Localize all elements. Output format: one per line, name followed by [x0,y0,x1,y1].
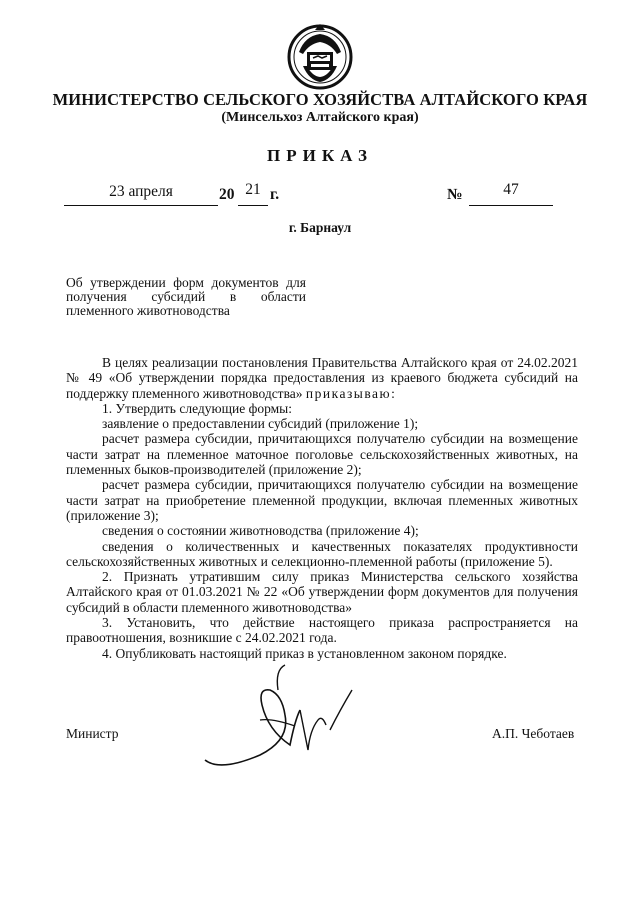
form-2: расчет размера субсидии, причитающихся получателю субсидии на возмещение части затрат на племенное маточное поголовье сельскохозяйственных животных, на племенных быков-производителей (приложение 2); [66,431,578,478]
item-4: 4. Опубликовать настоящий приказ в установленном законом порядке. [102,645,507,661]
coat-of-arms-icon [285,22,355,92]
year-unit: г. [270,186,280,203]
intro-text: В целях реализации постановления Правительства Алтайского края от 24.02.2021 № 49 «Об утверждении порядка предоставления из краевого бюджета субсидий на поддержку племенного животноводства» [66,355,578,401]
year-suffix: 21 [245,181,261,198]
form-5: сведения о количественных и качественных показателях продуктивности сельскохозяйственных животных и селекционно-племенной работы (приложение 5). [66,538,578,569]
signatory-position: Министр [66,726,119,741]
ministry-name: МИНИСТЕРСТВО СЕЛЬСКОГО ХОЗЯЙСТВА АЛТАЙСКОГО КРАЯ [52,90,588,109]
item-3: 3. Установить, что действие настоящего приказа распространяется на правоотношения, возникшие с 24.02.2021 года. [66,615,578,646]
form-4: сведения о состоянии животноводства (приложение 4); [102,523,419,539]
signatory-name: А.П. Чеботаев [492,726,575,741]
document-title: ПРИКАЗ [267,146,373,165]
signature-mark [200,660,360,780]
intro-paragraph [66,355,578,401]
ministry-short-name: (Минсельхоз Алтайского края) [221,110,419,125]
order-date: 23 апреля [109,183,173,200]
item-1: 1. Утвердить следующие формы: [102,400,292,416]
number-sign: № [447,186,463,203]
order-body [66,355,578,661]
city: г. Барнаул [288,220,352,235]
year-prefix: 20 [219,186,235,203]
order-subject: Об утверждении форм документов для получения субсидий в области племенного животноводства [66,275,306,318]
item-2: 2. Признать утратившим силу приказ Министерства сельского хозяйства Алтайского края от 01.03.2021 № 22 «Об утверждении форм документов для получения субсидий в области племенного животноводства» [66,569,578,615]
order-number: 47 [503,181,519,198]
form-3: расчет размера субсидии, причитающихся получателю субсидии на возмещение части затрат на приобретение племенной продукции, включая племенных животных (приложение 3); [66,477,578,523]
intro-keyword: приказываю: [305,385,397,401]
form-1: заявление о предоставлении субсидий (приложение 1); [102,416,419,432]
